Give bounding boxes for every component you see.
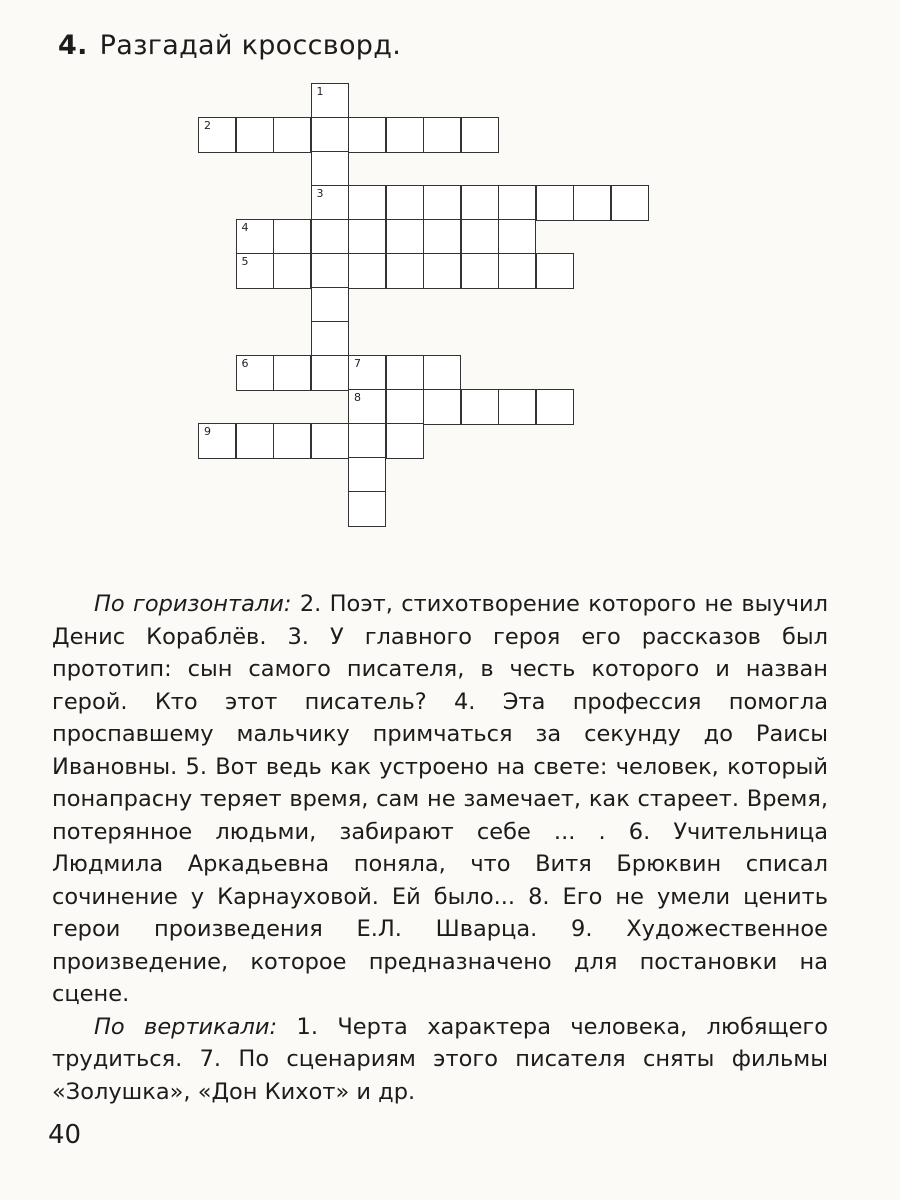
clues-horizontal-text: 2. Поэт, стихотворение которого не выучил Денис Кораблёв. 3. У главного героя его рассказов был прототип: сын самого писателя, в честь которого и назван герой. Кто этот писатель? 4. Эта профессия помогла проспавшему мальчику примчаться за секунду до Раисы Ивановны. 5. Вот ведь как устроено на свете: человек, который понапрасну теряет время, сам не замечает, как стареет. Время, потерянное людьми, забирают себе ... . 6. Учительница Людмила Аркадьевна поняла, что Витя Брюквин списал сочинение у Карнауховой. Ей было... 8. Его не умели ценить герои произведения Е.Л. Шварца. 9. Художественное произведение, которое предназначено для постановки на сцене. bbox=[52, 591, 828, 1007]
crossword-cell[interactable] bbox=[236, 219, 274, 255]
crossword-cell[interactable] bbox=[423, 219, 461, 255]
crossword-cell[interactable] bbox=[236, 355, 274, 391]
crossword-cell[interactable] bbox=[311, 321, 349, 357]
crossword-cell[interactable] bbox=[348, 491, 386, 527]
crossword-clue-number: 6 bbox=[241, 357, 249, 370]
clues-vertical-text: 1. Черта характера человека, любящего трудиться. 7. По сценариям этого писателя сняты фильмы «Золушка», «Дон Кихот» и др. bbox=[52, 1013, 829, 1105]
crossword-cell[interactable] bbox=[536, 185, 574, 221]
crossword-cell[interactable] bbox=[348, 355, 386, 391]
crossword-clue-number: 3 bbox=[316, 187, 324, 200]
crossword-cell[interactable] bbox=[273, 423, 311, 459]
crossword-cell[interactable] bbox=[348, 457, 386, 493]
crossword-cell[interactable] bbox=[348, 117, 386, 153]
crossword-cell[interactable] bbox=[198, 423, 236, 459]
crossword-cell[interactable] bbox=[573, 185, 611, 221]
crossword-cell[interactable] bbox=[386, 219, 424, 255]
crossword-cell[interactable] bbox=[386, 117, 424, 153]
crossword-cell[interactable] bbox=[311, 287, 349, 323]
task-number: 4. bbox=[58, 30, 88, 61]
crossword-cell[interactable] bbox=[348, 423, 386, 459]
crossword-grid bbox=[0, 0, 900, 560]
clues-horizontal-heading: По горизонтали: bbox=[94, 591, 292, 617]
crossword-cell[interactable] bbox=[498, 389, 536, 425]
crossword-cell[interactable] bbox=[611, 185, 649, 221]
clues-vertical-heading: По вертикали: bbox=[94, 1013, 278, 1040]
task-instruction: Разгадай кроссворд. bbox=[99, 30, 402, 61]
crossword-cell[interactable] bbox=[198, 117, 236, 153]
crossword-cell[interactable] bbox=[423, 253, 461, 289]
clues-horizontal bbox=[52, 588, 828, 1011]
crossword-cell[interactable] bbox=[423, 185, 461, 221]
crossword-clue-number: 5 bbox=[241, 255, 249, 268]
crossword-cell[interactable] bbox=[348, 253, 386, 289]
crossword-cell[interactable] bbox=[311, 219, 349, 255]
crossword-cell[interactable] bbox=[461, 117, 499, 153]
crossword-cell[interactable] bbox=[236, 423, 274, 459]
crossword-cell[interactable] bbox=[498, 253, 536, 289]
clues-vertical bbox=[52, 1011, 828, 1109]
crossword-cell[interactable] bbox=[311, 83, 349, 119]
crossword-cell[interactable] bbox=[386, 185, 424, 221]
crossword-cell[interactable] bbox=[273, 117, 311, 153]
crossword-cell[interactable] bbox=[386, 389, 424, 425]
crossword-cell[interactable] bbox=[386, 253, 424, 289]
page-number: 40 bbox=[48, 1120, 82, 1150]
crossword-cell[interactable] bbox=[498, 185, 536, 221]
crossword-cell[interactable] bbox=[536, 253, 574, 289]
crossword-cell[interactable] bbox=[236, 253, 274, 289]
crossword-cell[interactable] bbox=[348, 219, 386, 255]
crossword-cell[interactable] bbox=[386, 423, 424, 459]
crossword-clue-number: 4 bbox=[241, 221, 249, 234]
crossword-clue-number: 8 bbox=[354, 391, 361, 404]
crossword-cell[interactable] bbox=[311, 355, 349, 391]
crossword-cell[interactable] bbox=[273, 253, 311, 289]
crossword-cell[interactable] bbox=[348, 185, 386, 221]
crossword-clue-number: 1 bbox=[316, 85, 324, 98]
crossword-cell[interactable] bbox=[423, 355, 461, 391]
crossword-cell[interactable] bbox=[461, 389, 499, 425]
crossword-cell[interactable] bbox=[498, 219, 536, 255]
crossword-cell[interactable] bbox=[461, 219, 499, 255]
crossword-cell[interactable] bbox=[311, 117, 349, 153]
crossword-clue-number: 9 bbox=[204, 425, 211, 438]
crossword-cell[interactable] bbox=[386, 355, 424, 391]
crossword-cell[interactable] bbox=[311, 151, 349, 187]
crossword-cell[interactable] bbox=[311, 253, 349, 289]
crossword-cell[interactable] bbox=[423, 389, 461, 425]
crossword-cell[interactable] bbox=[461, 185, 499, 221]
crossword-cell[interactable] bbox=[423, 117, 461, 153]
crossword-cell[interactable] bbox=[236, 117, 274, 153]
crossword-cell[interactable] bbox=[461, 253, 499, 289]
crossword-cell[interactable] bbox=[311, 423, 349, 459]
crossword-cell[interactable] bbox=[273, 219, 311, 255]
clues-section bbox=[52, 588, 828, 1108]
crossword-clue-number: 7 bbox=[354, 357, 361, 370]
crossword-cell[interactable] bbox=[273, 355, 311, 391]
crossword-cell[interactable] bbox=[348, 389, 386, 425]
crossword-clue-number: 2 bbox=[204, 119, 211, 132]
crossword-cell[interactable] bbox=[536, 389, 574, 425]
crossword-cell[interactable] bbox=[311, 185, 349, 221]
